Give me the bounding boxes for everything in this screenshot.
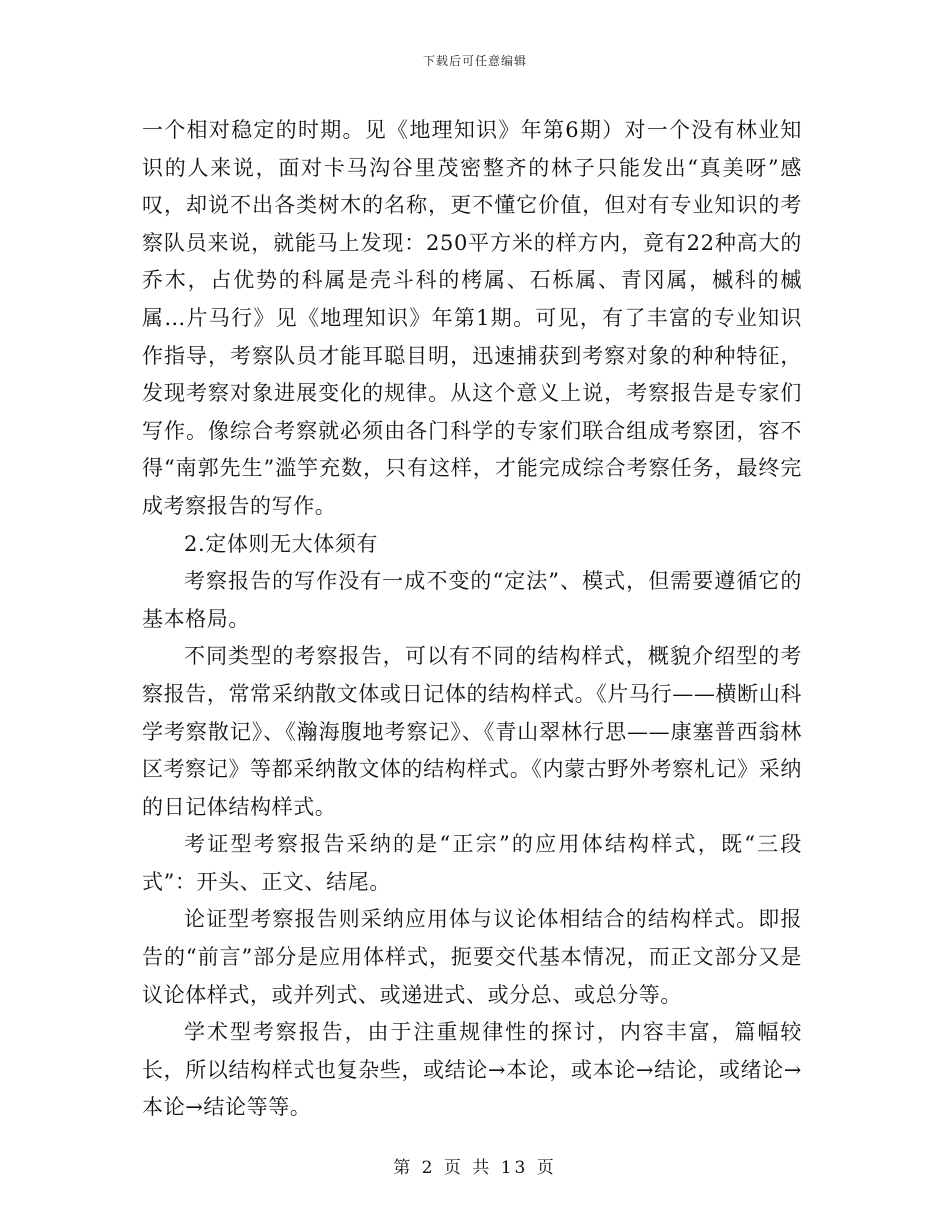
page-number-footer: 第 2 页 共 13 页 (393, 1158, 557, 1178)
paragraph: 考证型考察报告采纳的是“正宗”的应用体结构样式，既“三段式”：开头、正文、结尾。 (142, 832, 802, 894)
page-header: 下载后可任意编辑 (422, 54, 527, 68)
paragraph: 考察报告的写作没有一成不变的“定法”、模式，但需要遵循它的基本格局。 (142, 569, 802, 631)
paragraph-continuation: 一个相对稳定的时期。见《地理知识》年第6期）对一个没有林业知识的人来说，面对卡马沟谷里茂密整齐的林子只能发出“真美呀”感叹，却说不出各类树木的名称，更不懂它价值，但对有专业知识的考察队员来说，就能马上发现：250平方米的样方内，竟有22种高大的乔木，占优势的科属是壳斗科的栲属、石栎属、青冈属，槭科的槭属…片马行》见《地理知识》年第1期。可见，有了丰富的专业知识作指导，考察队员才能耳聪目明，迅速捕获到考察对象的种种特征，发现考察对象进展变化的规律。从这个意义上说，考察报告是专家们写作。像综合考察就必须由各门科学的专家们联合组成考察团，容不得“南郭先生”滥竽充数，只有这样，才能完成综合考察任务，最终完成考察报告的写作。 (142, 118, 802, 518)
paragraph: 论证型考察报告则采纳应用体与议论体相结合的结构样式。即报告的“前言”部分是应用体样式，扼要交代基本情况，而正文部分又是议论体样式，或并列式、或递进式、或分总、或总分等。 (142, 907, 802, 1007)
document-body (142, 112, 802, 1127)
paragraph: 不同类型的考察报告，可以有不同的结构样式，概貌介绍型的考察报告，常常采纳散文体或日记体的结构样式。《片马行——横断山科学考察散记》、《瀚海腹地考察记》、《青山翠林行思——康塞普西翁林区考察记》等都采纳散文体的结构样式。《内蒙古野外考察札记》采纳的日记体结构样式。 (142, 644, 802, 819)
paragraph: 学术型考察报告，由于注重规律性的探讨，内容丰富，篇幅较长，所以结构样式也复杂些，或结论→本论，或本论→结论，或绪论→本论→结论等等。 (142, 1020, 802, 1120)
section-heading: 2.定体则无大体须有 (184, 531, 379, 556)
